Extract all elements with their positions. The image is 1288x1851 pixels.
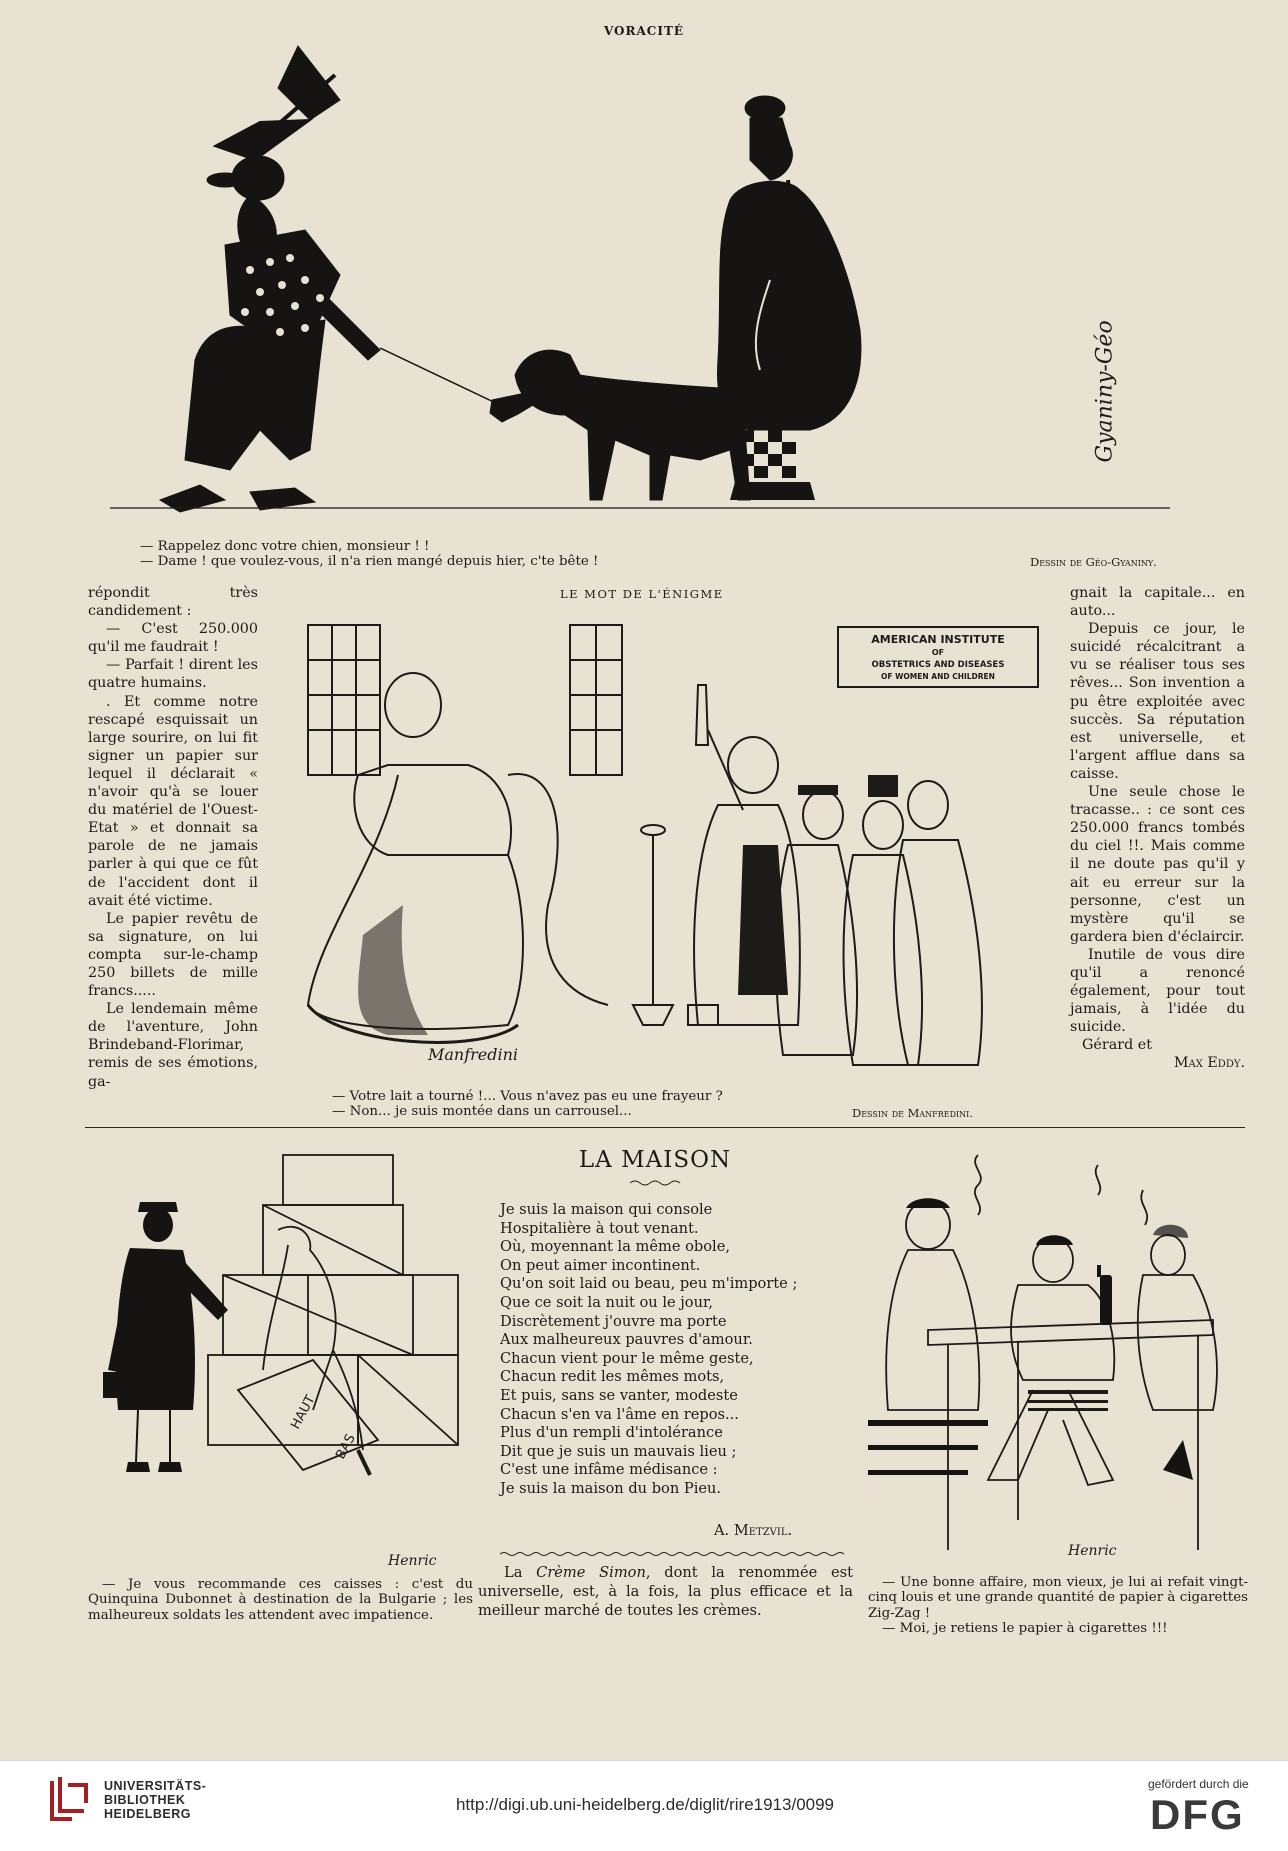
paragraph: — C'est 250.000 qu'il me faudrait ! [88, 621, 258, 656]
middle-cartoon-illustration [278, 605, 1048, 1075]
box-label: BAS [333, 1431, 359, 1462]
page-header: VORACITÉ [603, 24, 685, 38]
top-cartoon-signature: Gyaniny-Géo [1092, 320, 1118, 463]
paragraph: gnait la capitale... en auto... [1070, 585, 1245, 620]
caption-line: — Non... je suis montée dans un carrousel... [332, 1104, 632, 1120]
poem-line: Je suis la maison qui console [500, 1201, 713, 1218]
poem-line: Que ce soit la nuit ou le jour, [500, 1293, 713, 1311]
poem-line: Qu'on soit laid ou beau, peu m'importe ; [500, 1275, 798, 1293]
paragraph: Inutile de vous dire qu'il a renoncé également, pour tout jamais, à l'idée du suicide. [1070, 946, 1245, 1036]
library-name-line: HEIDELBERG [104, 1807, 191, 1821]
library-name-line: BIBLIOTHEK [104, 1793, 186, 1807]
sign-line: AMERICAN INSTITUTE [871, 633, 1005, 646]
right-text-column [1070, 584, 1245, 1073]
creme-simon-ad [478, 1564, 853, 1620]
caption-line: — Votre lait a tourné !... Vous n'avez pas eu une frayeur ? [332, 1089, 723, 1104]
poem-line: Chacun redit les mêmes mots, [500, 1368, 725, 1386]
bottom-left-signature: Henric [388, 1553, 437, 1569]
top-cartoon-credit: Dessin de Géo-Gyaniny. [1030, 555, 1157, 569]
caption-line: — Rappelez donc votre chien, monsieur ! ! [140, 539, 430, 554]
poem-line: Aux malheureux pauvres d'amour. [500, 1331, 753, 1349]
sign-line: OF [931, 648, 945, 657]
ad-brand: Crème Simon [536, 1564, 646, 1581]
poem-line: Plus d'un rempli d'intolérance [500, 1424, 723, 1442]
poem-line: On peut aimer incontinent. [500, 1256, 701, 1274]
poem-author: A. Metzvil. [714, 1522, 793, 1539]
poem-line: Dit que je suis un mauvais lieu ; [500, 1442, 737, 1460]
paragraph: . Et comme notre rescapé esquissait un large sourire, on lui fit signer un papier sur lequel il déclarait « n'avoir qu'à se louer du matériel de l'Ouest-Etat » et donnait sa parole de ne jamais parler à qui que ce fût de l'accident dont il avait été victime. [88, 693, 258, 909]
poem-line: Je suis la maison du bon Pieu. [500, 1479, 722, 1497]
paragraph: — Parfait ! dirent les quatre humains. [88, 657, 258, 692]
poem-body [500, 1201, 830, 1499]
poem-line: Où, moyennant la même obole, [500, 1238, 731, 1256]
bottom-left-cartoon-illustration [88, 1150, 473, 1580]
author-line: Gérard et [1082, 1037, 1152, 1054]
author-line: Max Eddy. [1173, 1055, 1245, 1072]
sponsor-text: gefördert durch die [1148, 1777, 1249, 1791]
caption-line: — Dame ! que voulez-vous, il n'a rien mangé depuis hier, c'te bête ! [140, 554, 599, 570]
poem-line: Chacun s'en va l'âme en repos... [500, 1405, 739, 1423]
bottom-left-caption: — Je vous recommande ces caisses : c'est du Quinquina Dubonnet à destination de la Bulgarie ; les malheureux soldats les attendent avec impatience. [88, 1577, 473, 1623]
bottom-right-cartoon-illustration [868, 1150, 1253, 1580]
bottom-right-caption [868, 1575, 1248, 1637]
poem-line: C'est une infâme médisance : [500, 1461, 718, 1479]
top-cartoon-caption [140, 539, 900, 570]
middle-cartoon-title: LE MOT DE L'ÉNIGME [560, 587, 724, 601]
paragraph: Le papier revêtu de sa signature, on lui compta sur-le-champ 250 billets de mille francs..... [88, 910, 258, 1000]
middle-cartoon-credit: Dessin de Manfredini. [852, 1106, 973, 1120]
library-name [104, 1779, 206, 1821]
library-name-line: UNIVERSITÄTS- [104, 1779, 207, 1793]
bottom-right-signature: Henric [1068, 1543, 1117, 1559]
poem-line: Discrètement j'ouvre ma porte [500, 1312, 727, 1330]
ornament-squiggle [628, 1179, 688, 1187]
poem-line: Chacun vient pour le même geste, [500, 1349, 754, 1367]
poem-line: Hospitalière à tout venant. [500, 1219, 699, 1237]
box-label: HAUT [288, 1392, 319, 1432]
top-cartoon-illustration [110, 30, 1190, 530]
paragraph: Une seule chose le tracasse.. : ce sont ces 250.000 francs tombés du ciel !!. Mais comme il ne doute pas qu'il y ait eu erreur sur la personne, c'est un mystère qu'il se gardera bien d'éclaircir. [1070, 784, 1245, 945]
caption-line: — Moi, je retiens le papier à cigarettes !!! [882, 1621, 1168, 1637]
left-text-column [88, 584, 258, 1091]
paragraph: Le lendemain même de l'aventure, John Brindeband-Florimar, remis de ses émotions, ga- [88, 1001, 258, 1090]
sign-line: OBSTETRICS AND DISEASES [871, 660, 1005, 670]
section-divider [85, 1127, 1245, 1128]
dfg-logo: DFG [1150, 1791, 1245, 1838]
sign-line: OF WOMEN AND CHILDREN [881, 672, 995, 681]
middle-cartoon-caption [332, 1089, 852, 1120]
footer-bar [0, 1760, 1288, 1851]
middle-cartoon-signature: Manfredini [428, 1045, 519, 1064]
caption-line: — Une bonne affaire, mon vieux, je lui ai refait vingt-cinq louis et une grande quantité de papier à cigarettes Zig-Zag ! [868, 1575, 1248, 1621]
ornament-wave-divider [500, 1550, 845, 1558]
paragraph: Depuis ce jour, le suicidé récalcitrant a vu se réaliser tous ses rêves... Son invention a pu être exploitée avec succès. Sa réputation est universelle, et l'argent afflue dans sa caisse. [1070, 621, 1245, 782]
ad-text: , dont la renommée est universelle, est, à la fois, la plus efficace et la meilleur marché de toutes les crèmes. [478, 1564, 854, 1619]
ad-text: La [504, 1564, 537, 1581]
library-logo-icon [48, 1775, 90, 1825]
poem-line: Et puis, sans se vanter, modeste [500, 1386, 738, 1404]
source-url-link[interactable]: http://digi.ub.uni-heidelberg.de/diglit/rire1913/0099 [455, 1795, 835, 1814]
paragraph: répondit très candidement : [88, 585, 258, 620]
poem-title: LA MAISON [578, 1147, 732, 1173]
